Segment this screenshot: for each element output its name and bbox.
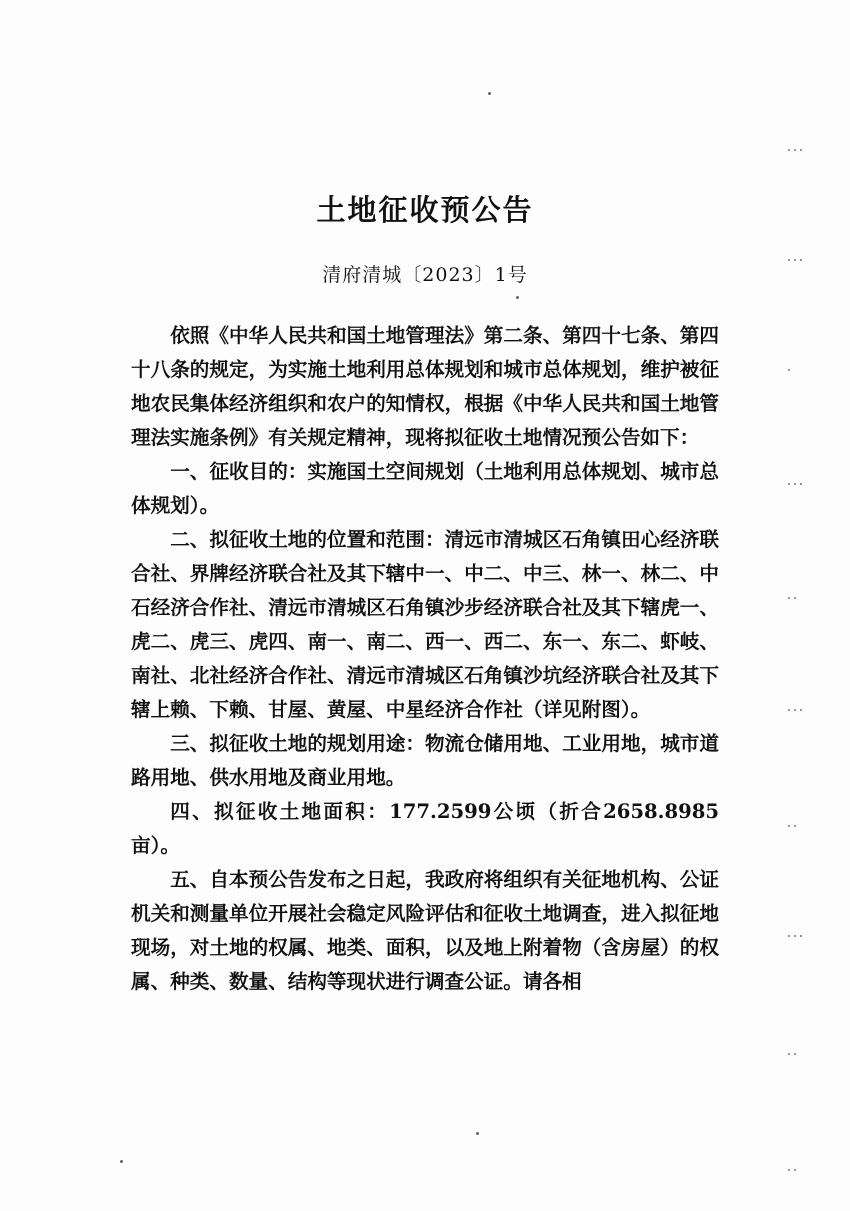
- scan-speck: [120, 1160, 123, 1163]
- document-number: 清府清城〔2023〕1号: [322, 264, 528, 286]
- scan-artifact: [788, 922, 812, 926]
- scan-artifact: [788, 136, 812, 140]
- notice-body: [131, 319, 719, 999]
- scan-speck: [488, 92, 491, 95]
- scan-artifact: [788, 812, 812, 816]
- scan-artifact: [788, 584, 812, 588]
- scan-artifact: [788, 356, 812, 360]
- intro-paragraph: 依照《中华人民共和国土地管理法》第二条、第四十七条、第四十八条的规定，为实施土地利用总体规划和城市总体规划，维护被征地农民集体经济组织和农户的知情权，根据《中华人民共和国土地管理法实施条例》有关规定精神，现将拟征收土地情况预公告如下：: [131, 324, 719, 449]
- scan-speck: [516, 296, 519, 299]
- survey-paragraph: 五、自本预公告发布之日起，我政府将组织有关征地机构、公证机关和测量单位开展社会稳定风险评估和征收土地调查，进入拟征地现场，对土地的权属、地类、面积，以及地上附着物（含房屋）的权属、种类、数量、结构等现状进行调查公证。请各相: [131, 868, 719, 993]
- land-use-paragraph: 三、拟征收土地的规划用途：物流仓储用地、工业用地，城市道路用地、供水用地及商业用地。: [131, 732, 719, 789]
- scan-artifact: [788, 1156, 812, 1160]
- area-paragraph: 四、拟征收土地面积：177.2599公顷（折合2658.8985亩）。: [131, 800, 719, 857]
- scan-artifact: [788, 246, 812, 250]
- scan-artifact: [788, 470, 812, 474]
- scan-speck: [476, 1132, 479, 1135]
- scan-artifact: [788, 1040, 812, 1044]
- scan-artifact: [788, 696, 812, 700]
- location-paragraph: 二、拟征收土地的位置和范围：清远市清城区石角镇田心经济联合社、界牌经济联合社及其下辖中一、中二、中三、林一、林二、中石经济合作社、清远市清城区石角镇沙步经济联合社及其下辖虎一、虎二、虎三、虎四、南一、南二、西一、西二、东一、东二、虾岐、南社、北社经济合作社、清远市清城区石角镇沙坑经济联合社及其下辖上赖、下赖、甘屋、黄屋、中星经济合作社（详见附图）。: [131, 528, 719, 721]
- notice-title: 土地征收预公告: [316, 193, 534, 227]
- purpose-paragraph: 一、征收目的：实施国土空间规划（土地利用总体规划、城市总体规划）。: [131, 460, 719, 517]
